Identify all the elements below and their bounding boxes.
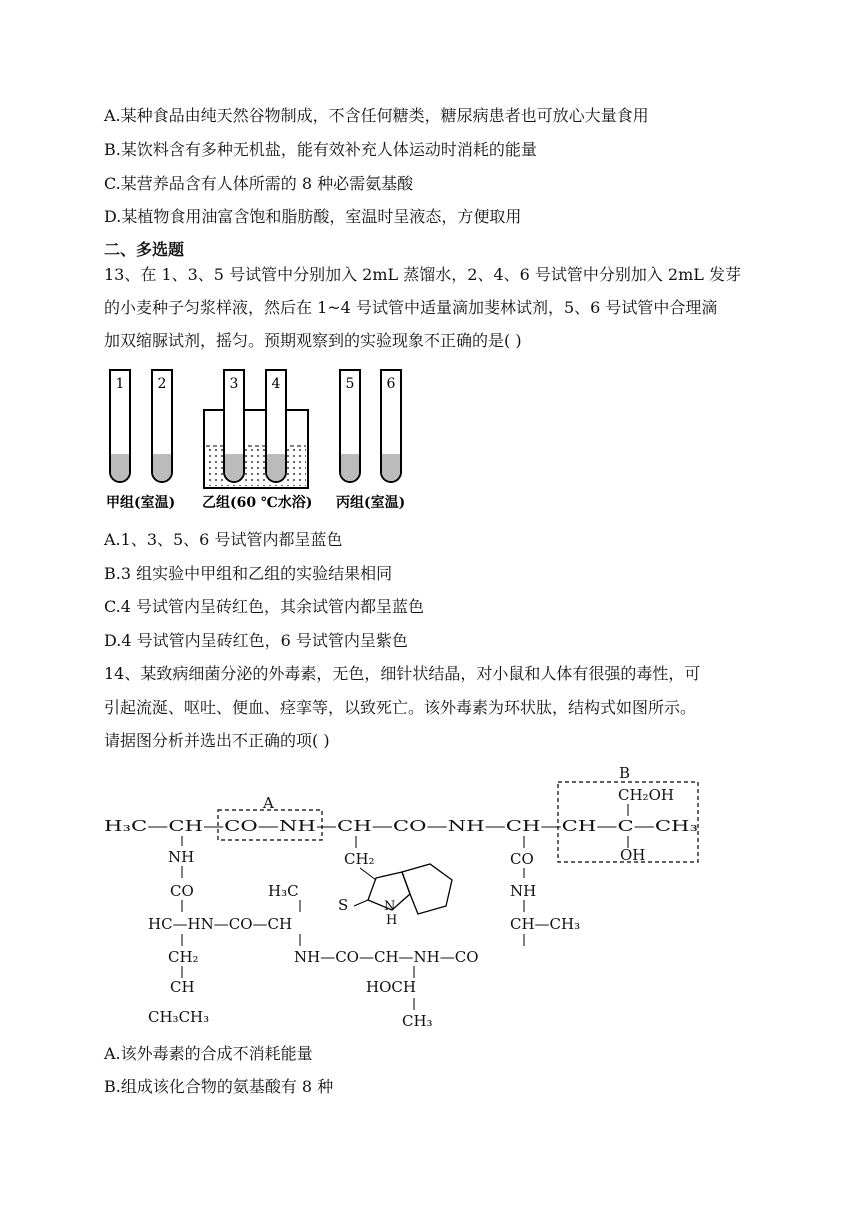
formula-right-nh: NH — [510, 882, 537, 900]
label-b: B — [619, 764, 631, 782]
formula-left-co: CO — [170, 882, 194, 900]
q12-option-a: A.某种食品由纯天然谷物制成，不含任何糖类，糖尿病患者也可放心大量食用 — [104, 106, 649, 125]
group-label-yi: 乙组(60 ℃水浴) — [202, 495, 313, 511]
formula-right-ch: CH—CH₃ — [510, 915, 581, 933]
q12-option-b: B.某饮料含有多种无机盐，能有效补充人体运动时消耗的能量 — [104, 140, 537, 159]
formula-bottom-row: NH—CO—CH—NH—CO — [294, 948, 479, 966]
formula-left-nh: NH — [168, 848, 195, 866]
q13-stem-line-2: 的小麦种子匀浆样液，然后在 1~4 号试管中适量滴加斐林试剂，5、6 号试管中合理滴 — [104, 298, 718, 317]
q13-option-a: A.1、3、5、6 号试管内都呈蓝色 — [104, 530, 343, 549]
formula-mid-ch2: CH₂ — [344, 850, 375, 868]
tube-label-4: 4 — [271, 376, 281, 392]
tube-label-5: 5 — [345, 376, 355, 392]
test-tube-1 — [110, 370, 130, 482]
formula-left-ch: CH — [170, 978, 195, 996]
formula-top-row: H₃C—CH—CO—NH—CH—CO—NH—CH—CH—C—CH₃ — [104, 817, 698, 835]
test-tube-5 — [340, 370, 360, 482]
formula-hoch: HOCH — [366, 978, 416, 996]
formula-s: S — [338, 896, 349, 914]
water-bath-water — [206, 446, 306, 486]
group-label-jia: 甲组(室温) — [106, 495, 176, 511]
formula-left-ch2: CH₂ — [168, 948, 199, 966]
tube-label-1: 1 — [115, 376, 125, 392]
test-tube-2 — [152, 370, 172, 482]
tube-label-2: 2 — [157, 376, 167, 392]
formula-ch2oh: CH₂OH — [618, 786, 674, 804]
formula-bottom-ch3: CH₃ — [402, 1012, 433, 1030]
q13-option-b: B.3 组实验中甲组和乙组的实验结果相同 — [104, 564, 393, 583]
cyclic-peptide-structure — [100, 760, 720, 1040]
q14-stem-line-2: 引起流涎、呕吐、便血、痉挛等，以致死亡。该外毒素为环状肽，结构式如图所示。 — [104, 698, 697, 717]
formula-right-co: CO — [510, 850, 534, 868]
group-label-bing: 丙组(室温) — [336, 495, 406, 511]
tube-label-6: 6 — [386, 376, 396, 392]
test-tube-6 — [381, 370, 401, 482]
q12-option-c: C.某营养品含有人体所需的 8 种必需氨基酸 — [104, 174, 414, 193]
label-a: A — [263, 794, 274, 812]
q14-stem-line-1: 14、某致病细菌分泌的外毒素，无色，细针状结晶，对小鼠和人体有很强的毒性，可 — [104, 664, 701, 683]
indole-six-ring — [402, 864, 452, 914]
q14-stem-line-3: 请据图分析并选出不正确的项( ) — [104, 731, 330, 750]
formula-h3c: H₃C — [268, 882, 299, 900]
tube-label-3: 3 — [229, 376, 239, 392]
test-tube-4 — [266, 370, 286, 482]
q13-stem-line-1: 13、在 1、3、5 号试管中分别加入 2mL 蒸馏水，2、4、6 号试管中分别加入 2mL 发芽 — [104, 265, 741, 284]
q13-option-d: D.4 号试管内呈砖红色，6 号试管内呈紫色 — [104, 631, 408, 650]
test-tube-figure — [100, 364, 430, 514]
test-tube-3 — [224, 370, 244, 482]
formula-ch3ch3: CH₃CH₃ — [148, 1008, 210, 1026]
formula-oh: OH — [620, 846, 646, 864]
q14-option-b: B.组成该化合物的氨基酸有 8 种 — [104, 1077, 334, 1096]
formula-n: N — [384, 899, 396, 914]
q12-option-d: D.某植物食用油富含饱和脂肪酸，室温时呈液态，方便取用 — [104, 207, 522, 226]
section-title: 二、多选题 — [104, 240, 185, 259]
q13-option-c: C.4 号试管内呈砖红色，其余试管内都呈蓝色 — [104, 597, 425, 616]
q13-stem-line-3: 加双缩脲试剂，摇匀。预期观察到的实验现象不正确的是( ) — [104, 331, 522, 350]
formula-hc-row: HC—HN—CO—CH — [148, 915, 293, 933]
formula-h: H — [386, 913, 398, 928]
q14-option-a: A.该外毒素的合成不消耗能量 — [104, 1044, 313, 1063]
